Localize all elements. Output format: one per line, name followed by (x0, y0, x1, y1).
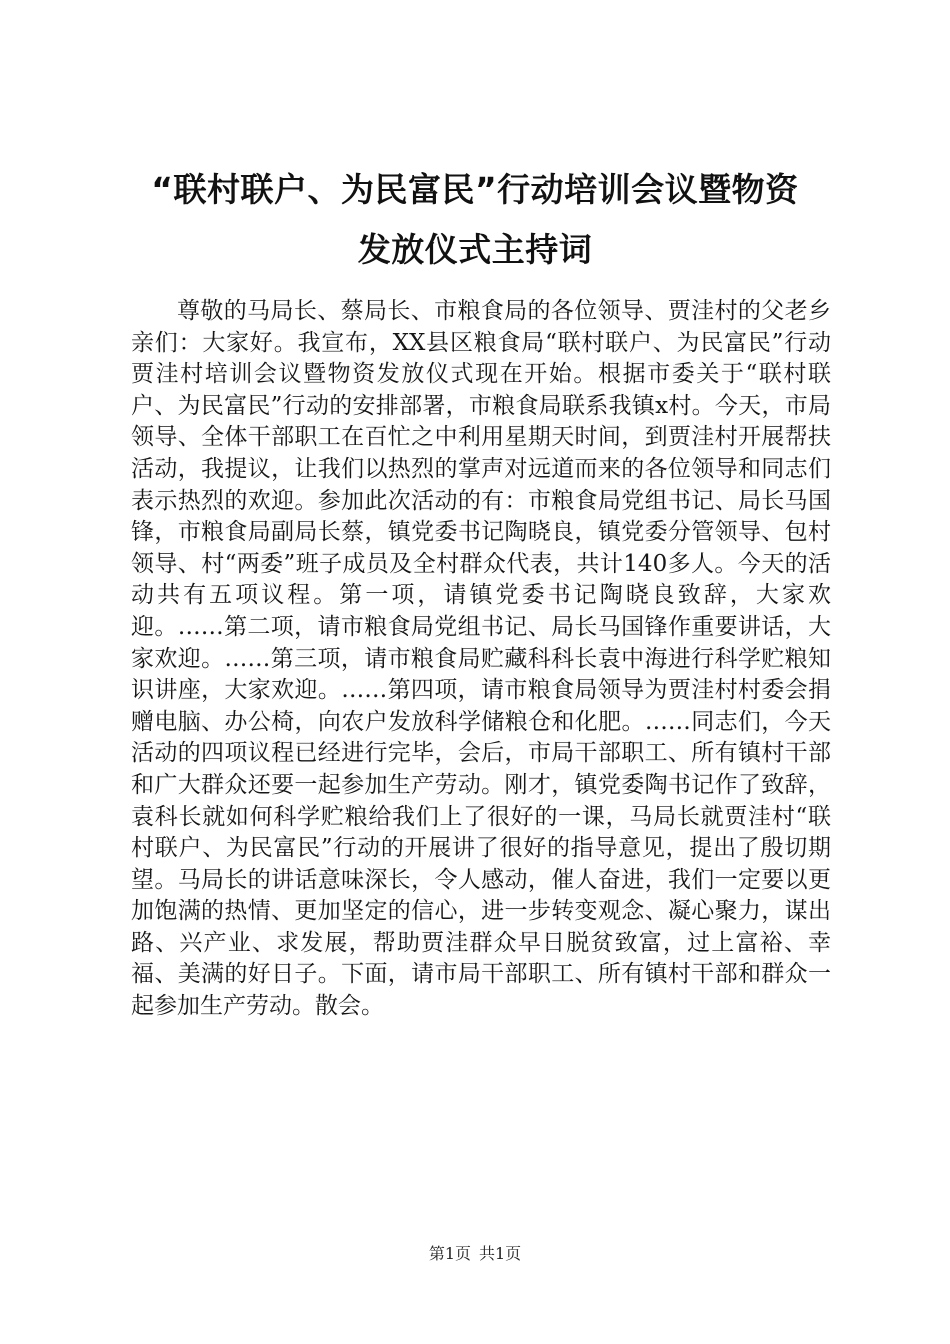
page-number: 第1页 (428, 1244, 471, 1263)
title-line-1: “联村联户、为民富民”行动培训会议暨物资 (151, 170, 799, 209)
document-title (110, 160, 840, 280)
page-footer (0, 1243, 950, 1265)
body-paragraph: 尊敬的马局长、蔡局长、市粮食局的各位领导、贾洼村的父老乡亲们：大家好。我宣布，XX县区粮食局“联村联户、为民富民”行动贾洼村培训会议暨物资发放仪式现在开始。根据市委关于“联村联户、为民富民”行动的安排部署，市粮食局联系我镇x村。今天，市局领导、全体干部职工在百忙之中利用星期天时间，到贾洼村开展帮扶活动，我提议，让我们以热烈的掌声对远道而来的各位领导和同志们表示热烈的欢迎。参加此次活动的有：市粮食局党组书记、局长马国锋，市粮食局副局长蔡，镇党委书记陶晓良，镇党委分管领导、包村领导、村“两委”班子成员及全村群众代表，共计140多人。今天的活动共有五项议程。第一项，请镇党委书记陶晓良致辞，大家欢迎。……第二项，请市粮食局党组书记、局长马国锋作重要讲话，大家欢迎。……第三项，请市粮食局贮藏科科长袁中海进行科学贮粮知识讲座，大家欢迎。……第四项，请市粮食局领导为贾洼村村委会捐赠电脑、办公椅，向农户发放科学储粮仓和化肥。……同志们，今天活动的四项议程已经进行完毕，会后，市局干部职工、所有镇村干部和广大群众还要一起参加生产劳动。刚才，镇党委陶书记作了致辞，袁科长就如何科学贮粮给我们上了很好的一课，马局长就贾洼村“联村联户、为民富民”行动的开展讲了很好的指导意见，提出了殷切期望。马局长的讲话意味深长，令人感动，催人奋进，我们一定要以更加饱满的热情、更加坚定的信心，进一步转变观念、凝心聚力，谋出路、兴产业、求发展，帮助贾洼群众早日脱贫致富，过上富裕、幸福、美满的好日子。下面，请市局干部职工、所有镇村干部和群众一起参加生产劳动。散会。 (131, 298, 831, 1020)
title-line-2: 发放仪式主持词 (357, 230, 593, 269)
page-total: 共1页 (479, 1244, 522, 1263)
